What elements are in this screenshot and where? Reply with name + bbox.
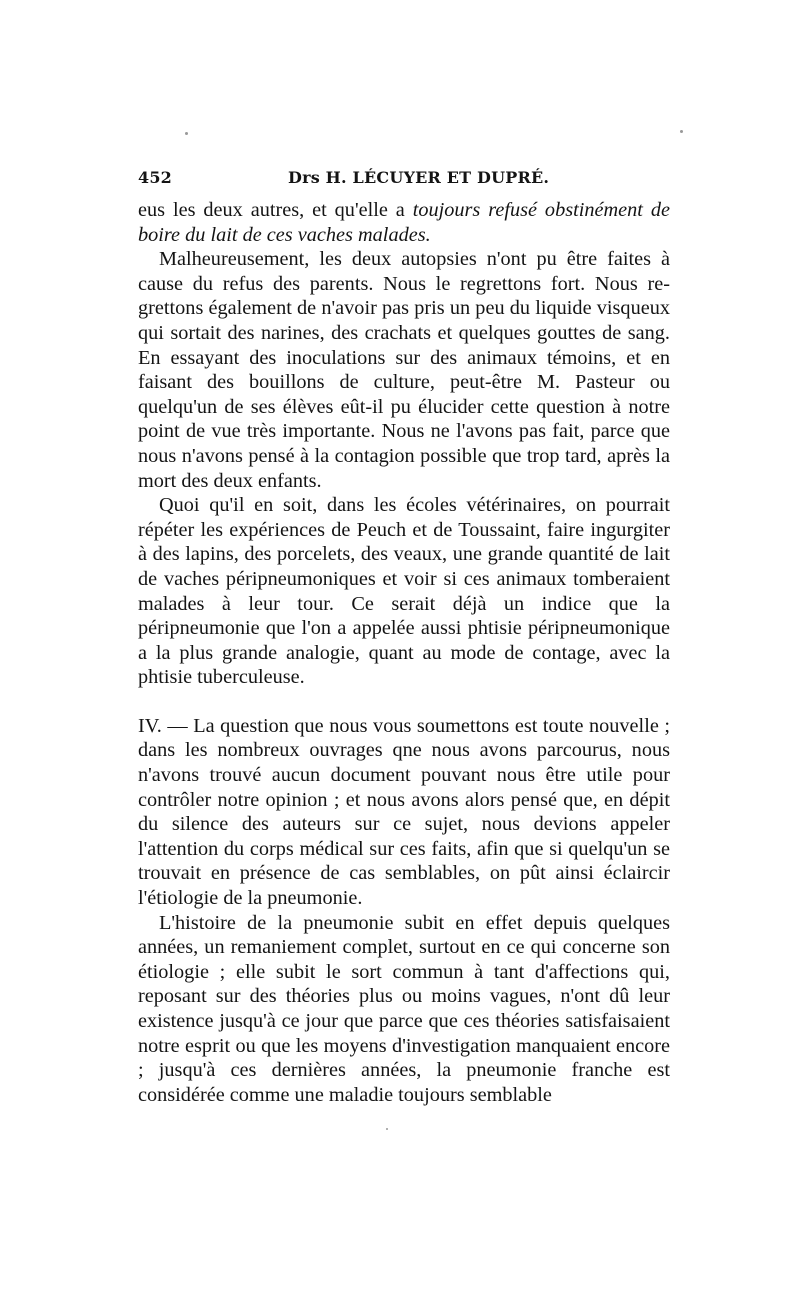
page-number: 452	[138, 168, 172, 187]
paragraph-5: L'histoire de la pneumonie subit en effet depuis quelques années, un remaniement complet, surtout en ce qui concerne son étiologie ; elle subit le sort commun à tant d'affections qui, reposant sur des théories plus ou moins vagues, n'ont dû leur existence jusqu'à ce jour que parce que ces théories satisfaisaient notre esprit ou que les moyens d'investigation manquaient encore ; jusqu'à ces dernières années, la pneumonie franche est considérée comme une maladie toujours semblable	[138, 911, 670, 1106]
page-header	[138, 168, 668, 194]
paragraph-2: Malheureusement, les deux autopsies n'ont pu être faites à cause du refus des parents. Nous le regrettons fort. Nous regrettons également de n'avoir pas pris un peu du liquide visqueux qui sortait des narines, des crachats et quelques gouttes de sang. En essayant des inoculations sur des animaux témoins, et en faisant des bouillons de culture, peut-être M. Pasteur ou quelqu'un de ses élèves eût-il pu élucider cette question à notre point de vue très importante. Nous ne l'avons pas fait, parce que nous n'avons pensé à la contagion possible que trop tard, après la mort des deux enfants.	[138, 248, 670, 492]
paragraph-continuation	[138, 198, 670, 247]
body-text	[138, 198, 670, 1107]
paper-speck	[680, 130, 683, 133]
paragraph-1-text: eus les deux autres, et qu'elle a	[138, 199, 413, 221]
running-head: Drs H. LÉCUYER ET DUPRÉ.	[288, 168, 550, 187]
paragraph-3: Quoi qu'il en soit, dans les écoles vétérinaires, on pourrait répéter les expériences de Peuch et de Toussaint, faire ingurgiter à des lapins, des porcelets, des veaux, une grande quantité de lait de vaches péripneumoniques et voir si ces animaux tomberaient malades à leur tour. Ce serait déjà un indice que la péripneumonie que l'on a appelée aussi phtisie péripneumonique a la plus grande analogie, quant au mode de contage, avec la phtisie tuberculeuse.	[138, 494, 670, 689]
paper-speck	[386, 1128, 388, 1130]
paper-speck	[185, 132, 188, 135]
paragraph-1-emphasis: toujours refusé obstinément de boire du lait de ces vaches malades.	[138, 199, 670, 246]
section-iv-paragraph: IV. — La question que nous vous soumettons est toute nouvelle ; dans les nombreux ouvrages qne nous avons parcourus, nous n'avons trouvé aucun document pouvant nous être utile pour contrôler notre opinion ; et nous avons alors pensé que, en dépit du silence des auteurs sur ce sujet, nous devions appeler l'attention du corps médical sur ces faits, afin que si quelqu'un se trouvait en présence de cas semblables, on pût ainsi éclaircir l'étiologie de la pneumonie.	[138, 714, 670, 910]
